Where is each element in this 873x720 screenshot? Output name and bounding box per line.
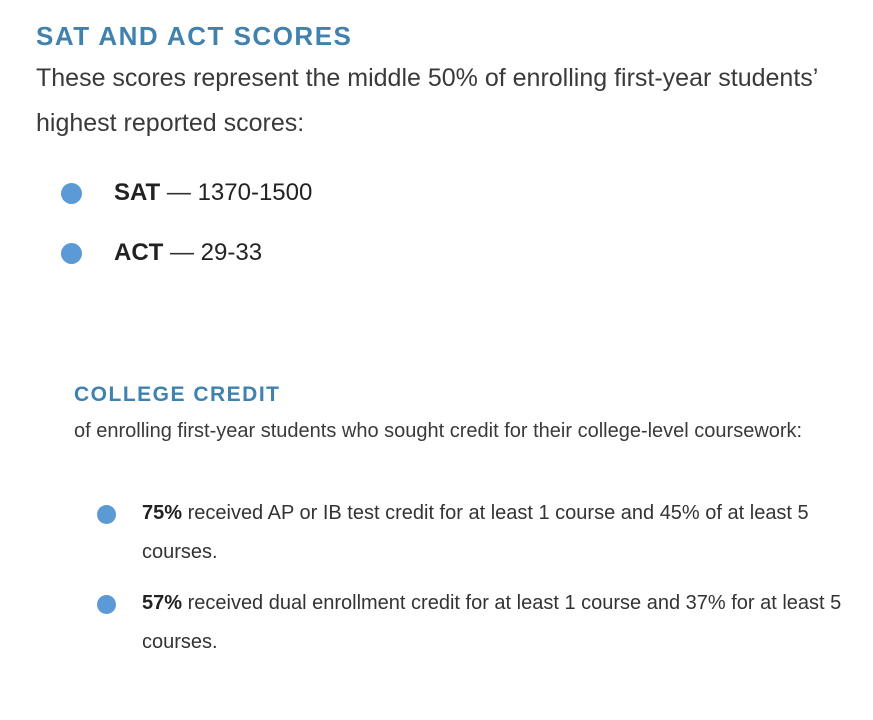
- credit-item-dual-enrollment: [96, 584, 854, 662]
- sat-act-heading: SAT AND ACT SCORES: [36, 21, 353, 51]
- score-label: SAT: [114, 179, 161, 206]
- credit-percent: 75%: [142, 502, 183, 524]
- credit-text: received AP or IB test credit for at least 1 course and 45% of at least 5 courses.: [142, 502, 809, 563]
- score-separator: —: [163, 239, 201, 266]
- credit-item-ap-ib: [96, 494, 854, 572]
- score-list: [60, 178, 866, 268]
- bullet-dot-icon: [97, 505, 116, 524]
- college-credit-intro: of enrolling first-year students who sought credit for their college-level coursework:: [74, 420, 803, 442]
- score-label: ACT: [114, 239, 164, 266]
- bullet-dot-icon: [61, 243, 82, 264]
- score-separator: —: [160, 179, 198, 206]
- credit-text: received dual enrollment credit for at least 1 course and 37% for at least 5 courses.: [142, 592, 842, 653]
- bullet-dot-icon: [61, 183, 82, 204]
- score-item-act: [60, 238, 866, 268]
- bullet-dot-icon: [97, 595, 116, 614]
- credit-list: [96, 494, 854, 662]
- credit-percent: 57%: [142, 592, 183, 614]
- college-credit-section: [74, 380, 854, 674]
- score-value: 29-33: [200, 239, 263, 266]
- score-item-sat: [60, 178, 866, 208]
- sat-act-section: [36, 18, 866, 298]
- score-value: 1370-1500: [197, 179, 313, 206]
- college-credit-heading: COLLEGE CREDIT: [74, 383, 281, 406]
- sat-act-intro: These scores represent the middle 50% of enrolling first-year students’ highest reported scores:: [36, 64, 818, 137]
